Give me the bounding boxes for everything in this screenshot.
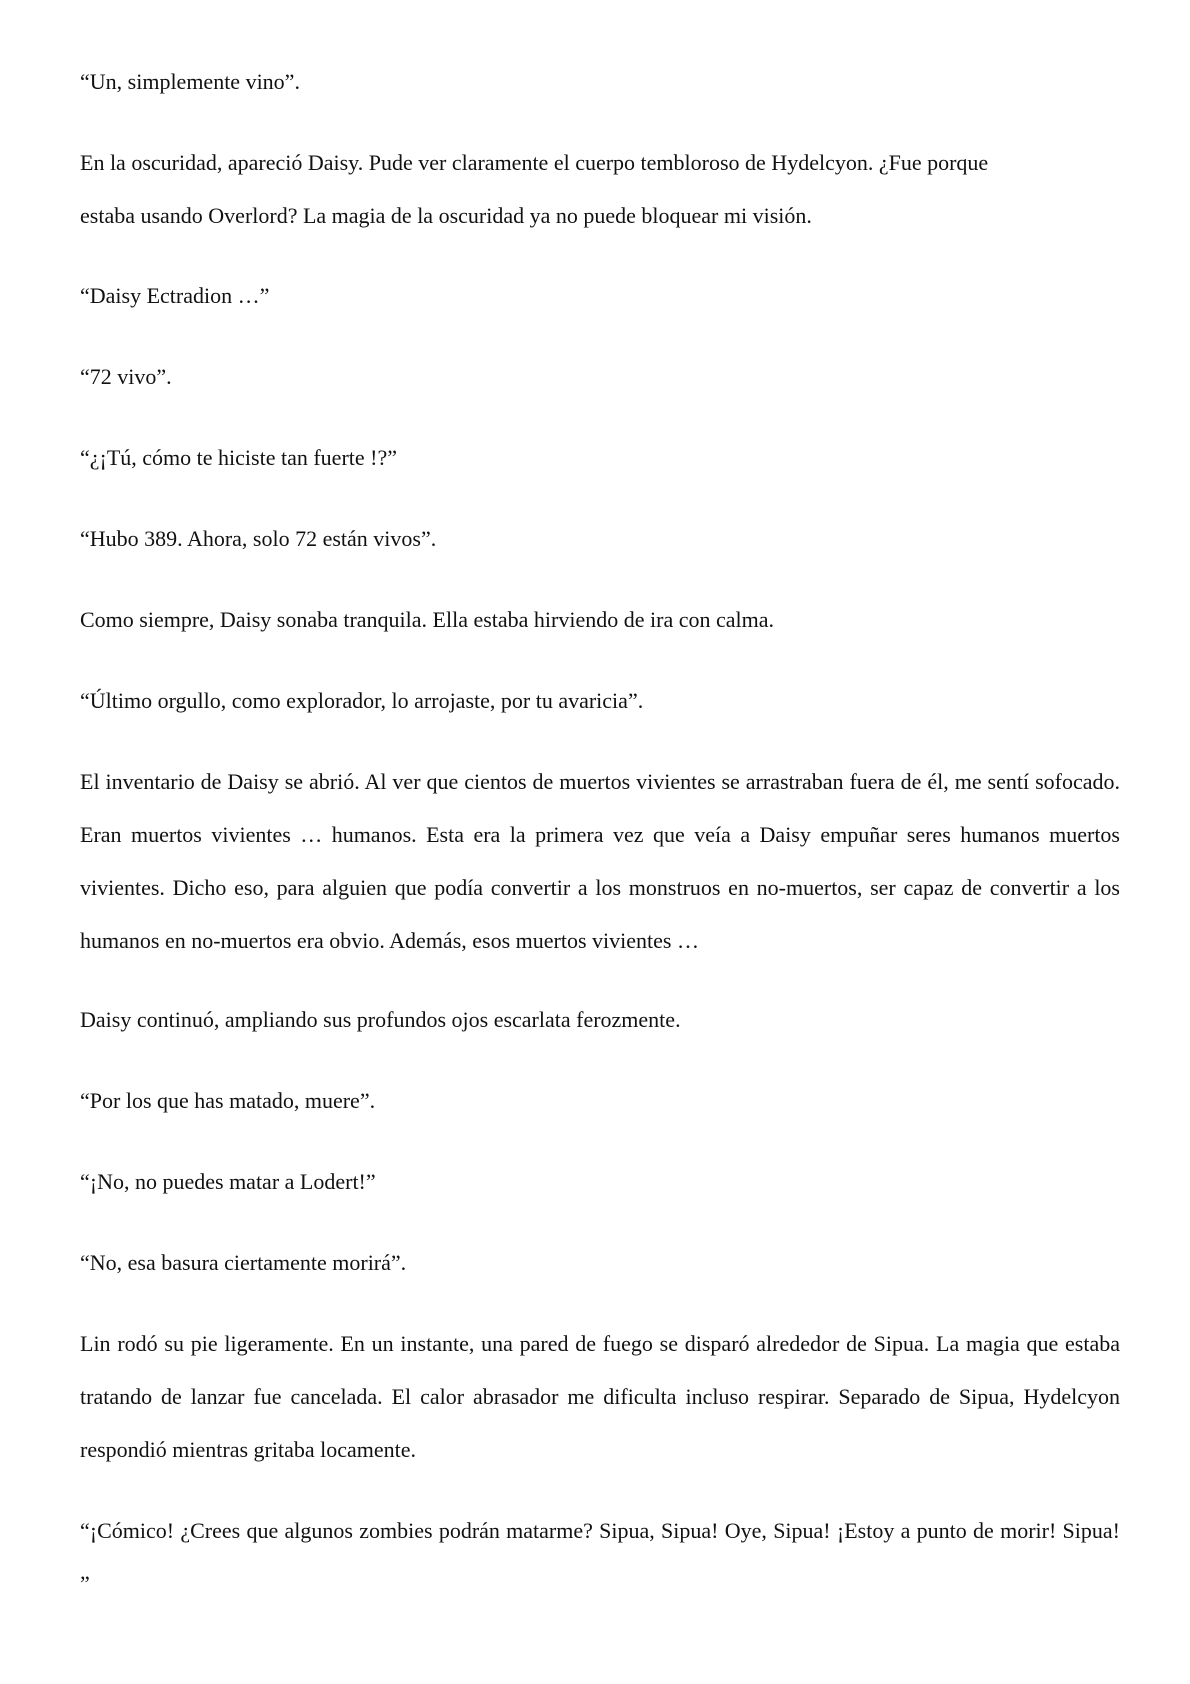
paragraph: “¿¡Tú, cómo te hiciste tan fuerte !?” (80, 445, 398, 470)
paragraph: “¡No, no puedes matar a Lodert!” (80, 1169, 376, 1194)
paragraph: Como siempre, Daisy sonaba tranquila. Ella estaba hirviendo de ira con calma. (80, 607, 774, 632)
paragraph: “No, esa basura ciertamente morirá”. (80, 1250, 407, 1275)
paragraph: Lin rodó su pie ligeramente. En un instante, una pared de fuego se disparó alrededor de Sipua. La magia que estaba tratando de lanzar fue cancelada. El calor abrasador me dificulta incluso respirar. Separado de Sipua, Hydelcyon respondió mientras gritaba locamente. (80, 1331, 1120, 1462)
paragraph: “Por los que has matado, muere”. (80, 1088, 376, 1113)
paragraph: En la oscuridad, apareció Daisy. Pude ver claramente el cuerpo tembloroso de Hydelcyon. ¿Fue porque estaba usando Overlord? La magia de la oscuridad ya no puede bloquear mi visión. (80, 150, 989, 228)
paragraph: El inventario de Daisy se abrió. Al ver que cientos de muertos vivientes se arrastraban fuera de él, me sentí sofocado. Eran muertos vivientes … humanos. Esta era la primera vez que veía a Daisy empuñar seres humanos muertos vivientes. Dicho eso, para alguien que podía convertir a los monstruos en no-muertos, ser capaz de convertir a los humanos en no-muertos era obvio. Además, esos muertos vivientes … (80, 769, 1120, 953)
paragraph: “Un, simplemente vino”. (80, 69, 300, 94)
paragraph: Daisy continuó, ampliando sus profundos ojos escarlata ferozmente. (80, 1007, 681, 1032)
paragraph: “Último orgullo, como explorador, lo arrojaste, por tu avaricia”. (80, 688, 644, 713)
paragraph: “¡Cómico! ¿Crees que algunos zombies podrán matarme? Sipua, Sipua! Oye, Sipua! ¡Estoy a punto de morir! Sipua! ” (80, 1518, 1120, 1596)
paragraph: “Daisy Ectradion …” (80, 283, 270, 308)
paragraph: “72 vivo”. (80, 364, 172, 389)
paragraph: “Hubo 389. Ahora, solo 72 están vivos”. (80, 526, 437, 551)
